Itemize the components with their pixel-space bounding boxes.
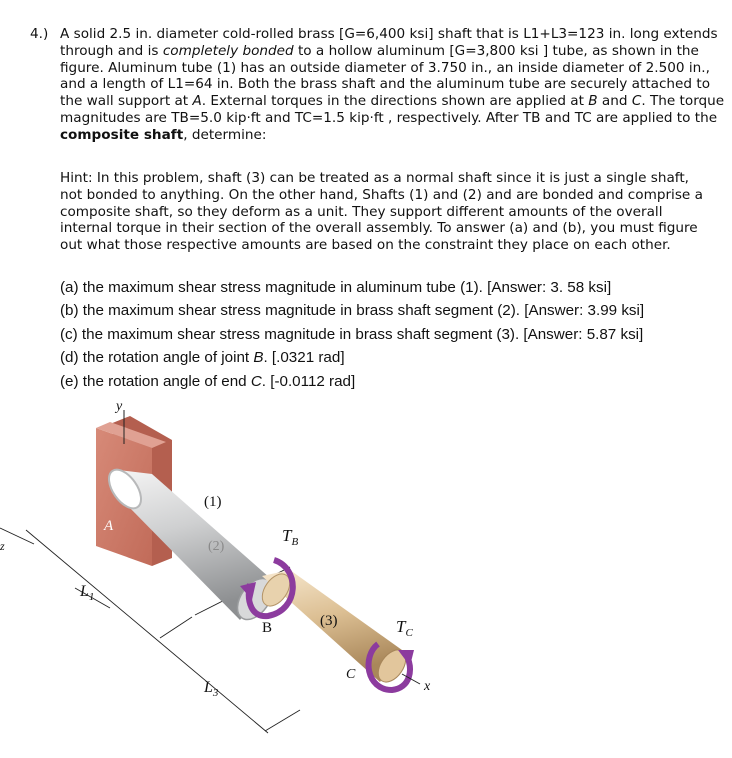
label-torque-c-sub: C [405, 627, 413, 639]
label-shaft-3: (3) [320, 613, 338, 629]
problem-text-1: A solid 2.5 in. diameter cold-rolled brass [G=6,400 ksi] shaft that is L1+L3=123 in. long extends through and is [60, 26, 718, 59]
question-d-point: B [253, 349, 264, 367]
hint-line-2: not bonded to anything. On the other hand, Shafts (1) and (2) and are bonded and comprise a [60, 186, 703, 203]
question-c: (c) the maximum shear stress magnitude in brass shaft segment (3). [Answer: 5.87 ksi] [60, 325, 644, 343]
problem-point-b: B [588, 93, 598, 110]
y-axis-label: y [116, 399, 123, 414]
problem-bold-composite: composite shaft [60, 126, 184, 143]
question-e-text: (e) the rotation angle of end [60, 372, 251, 390]
label-torque-b-sub: B [291, 536, 299, 548]
question-e-point: C [250, 372, 262, 390]
question-a: (a) the maximum shear stress magnitude in aluminum tube (1). [Answer: 3. 58 ksi] [60, 279, 612, 296]
label-tube-1: (1) [204, 494, 222, 510]
problem-text-5: . The torque magnitudes are TB=5.0 kip·ft and TC=1.5 kip·ft , respectively. After TB and TC are applied to the [60, 93, 725, 126]
label-x-axis: x [424, 679, 431, 694]
label-point-b: B [262, 620, 273, 636]
hint-line-1: Hint: In this problem, shaft (3) can be treated as a normal shaft since it is just a single shaft, [60, 170, 689, 186]
hint-line-5: out what those respective amounts are based on the constraint they place on each other. [60, 237, 671, 254]
problem-text-3: . External torques in the directions shown are applied at [201, 93, 589, 110]
label-point-a: A [104, 518, 114, 534]
question-d-answer: . [.0321 rad] [263, 349, 345, 367]
label-torque-b [282, 526, 298, 548]
label-length-l3-sub: 3 [212, 687, 219, 699]
problem-point-c: C [631, 93, 642, 110]
question-b: (b) the maximum shear stress magnitude in brass shaft segment (2). [Answer: 3.99 ksi] [60, 302, 645, 320]
problem-text-4: and [597, 93, 632, 110]
problem-text-6: , determine: [183, 126, 267, 143]
z-axis-label: z [0, 539, 5, 553]
label-torque-c [396, 617, 413, 639]
label-point-c: C [346, 667, 356, 682]
hint-paragraph [60, 170, 732, 254]
label-length-l3 [203, 679, 219, 699]
label-shaft-2: (2) [208, 539, 225, 554]
problem-number: 4.) [30, 26, 49, 42]
label-length-l1-base: L [80, 583, 89, 600]
label-torque-c-base: T [396, 617, 406, 636]
hint-line-3: composite shaft, so they deform as a unit. They support different amounts of the overall [60, 203, 663, 220]
question-e-answer: . [-0.0112 rad] [261, 372, 356, 390]
label-length-l1-sub: 1 [88, 591, 95, 603]
question-d-text: (d) the rotation angle of joint [60, 349, 254, 367]
shaft-figure [0, 388, 460, 758]
problem-emphasis-bonded: completely bonded [162, 42, 294, 59]
label-length-l3-base: L [204, 679, 213, 696]
hint-line-4: internal torque in their section of the overall assembly. To answer (a) and (b), you must figure [60, 220, 698, 237]
label-torque-b-base: T [282, 526, 292, 545]
question-d [60, 346, 732, 369]
problem-point-a: A [192, 93, 202, 110]
problem-statement [30, 26, 732, 144]
problem-body [60, 26, 732, 144]
question-list [60, 276, 732, 393]
problem-text-2: to a hollow aluminum [G=3,800 ksi ] tube, as shown in the figure. Aluminum tube (1) has an outside diameter of 3.750 in., an inside diameter of 2.500 in., and a length of L1=64 in. Both the brass shaft and the aluminum tube are securely attached to the wall support at [60, 42, 711, 110]
